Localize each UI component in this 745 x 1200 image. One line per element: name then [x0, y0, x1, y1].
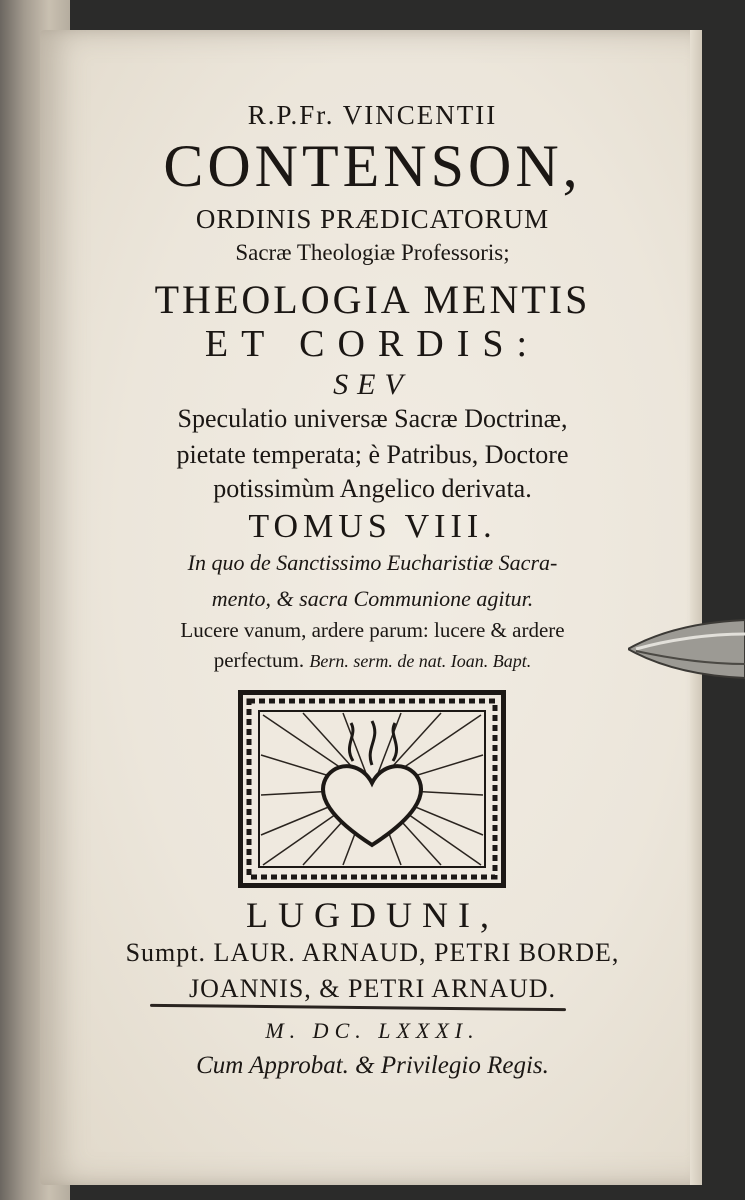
content-line-2: mento, & sacra Communione agitur. [211, 586, 534, 611]
order-line: ORDINIS PRÆDICATORUM [195, 204, 550, 234]
printer-device-woodcut [238, 690, 506, 888]
pointer-icon [628, 618, 745, 680]
volume-line: TOMUS VIII. [248, 508, 497, 545]
author-line: R.P.Fr. VINCENTII [247, 100, 498, 130]
title-line-2: ET CORDIS: [204, 323, 541, 365]
subtitle-line-1: Speculatio universæ Sacræ Doctrinæ, [177, 404, 568, 433]
publisher-line-2: JOANNIS, & PETRI ARNAUD. [188, 974, 557, 1003]
privilege-line: Cum Approbat. & Privilegio Regis. [196, 1052, 549, 1079]
place-line: LUGDUNI, [246, 895, 499, 935]
subtitle-line-3: potissimùm Angelico derivata. [213, 474, 532, 503]
publisher-line-1: Sumpt. LAUR. ARNAUD, PETRI BORDE, [125, 938, 620, 967]
title-line-1: THEOLOGIA MENTIS [154, 277, 591, 322]
professor-line: Sacræ Theologiæ Professoris; [235, 240, 510, 265]
motto-perfectum: perfectum. [213, 648, 305, 672]
seu-line: SEV [333, 368, 412, 401]
metal-bookmark-pointer [628, 618, 745, 680]
content-line-1: In quo de Sanctissimo Eucharistiæ Sacra- [187, 550, 558, 575]
date-line: M. DC. LXXXI. [265, 1018, 480, 1043]
author-name: CONTENSON, [163, 133, 582, 199]
motto-line-1: Lucere vanum, ardere parum: lucere & ardere [180, 618, 565, 642]
motto-citation: Bern. serm. de nat. Ioan. Bapt. [309, 651, 532, 671]
flaming-heart-icon [243, 695, 501, 883]
subtitle-line-2: pietate temperata; è Patribus, Doctore [176, 440, 569, 469]
